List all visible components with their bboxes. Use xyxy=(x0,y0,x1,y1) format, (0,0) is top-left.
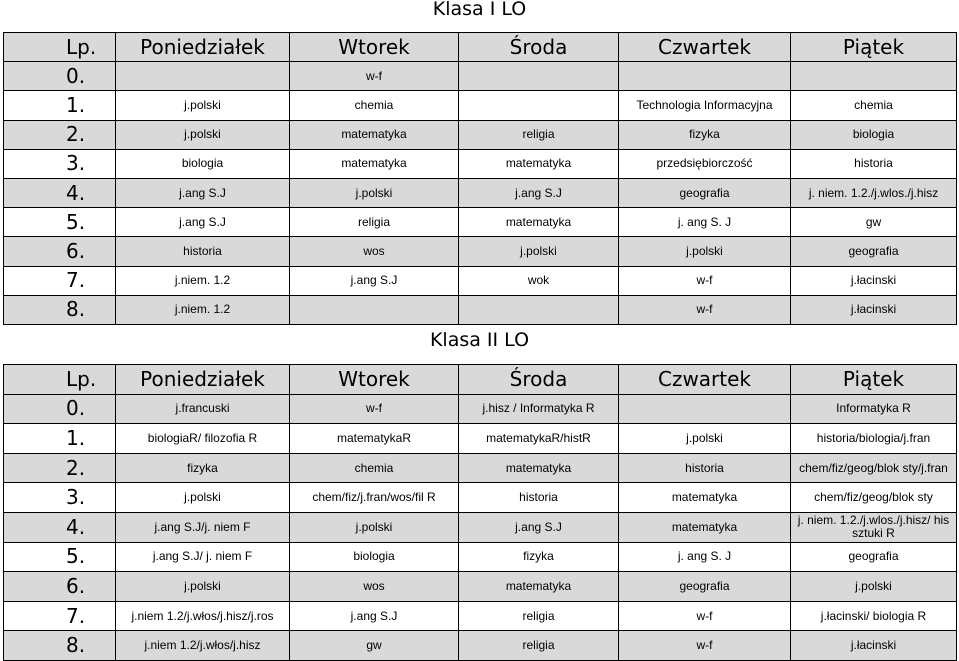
lesson-cell xyxy=(116,62,290,91)
lesson-number: 1. xyxy=(4,424,116,454)
lesson-cell: Technologia Informacyjna xyxy=(619,91,791,120)
lesson-cell: w-f xyxy=(290,394,459,424)
lesson-cell: j.niem 1.2/j.włos/j.hisz xyxy=(116,631,290,661)
lesson-cell: matematyka xyxy=(459,453,619,483)
header-row xyxy=(4,365,957,395)
lesson-cell: religia xyxy=(459,601,619,631)
lesson-number: 6. xyxy=(4,237,116,266)
header-day: Poniedziałek xyxy=(116,365,290,395)
lesson-cell: fizyka xyxy=(459,542,619,572)
lesson-cell: matematyka xyxy=(459,208,619,237)
lesson-cell: j.polski xyxy=(290,178,459,207)
lesson-cell: j.niem. 1.2 xyxy=(116,266,290,295)
lesson-cell: j.francuski xyxy=(116,394,290,424)
lesson-cell: j.łacinski xyxy=(791,266,957,295)
table-row xyxy=(4,120,957,149)
lesson-cell: j.polski xyxy=(116,572,290,602)
lesson-cell: w-f xyxy=(619,266,791,295)
header-day: Poniedziałek xyxy=(116,33,290,62)
lesson-cell: przedsiębiorczość xyxy=(619,149,791,178)
lesson-cell: wos xyxy=(290,572,459,602)
lesson-cell: historia xyxy=(791,149,957,178)
header-row xyxy=(4,33,957,62)
lesson-number: 7. xyxy=(4,601,116,631)
lesson-cell: j.polski xyxy=(459,237,619,266)
lesson-cell: j.ang S.J xyxy=(290,266,459,295)
lesson-cell: j.polski xyxy=(619,237,791,266)
table-row xyxy=(4,483,957,513)
header-day: Piątek xyxy=(791,365,957,395)
lesson-cell: historia/biologia/j.fran xyxy=(791,424,957,454)
lesson-cell: matematyka xyxy=(619,483,791,513)
lesson-cell: j.ang S.J xyxy=(116,208,290,237)
lesson-cell: geografia xyxy=(791,542,957,572)
lesson-number: 8. xyxy=(4,295,116,324)
lesson-cell: chem/fiz/geog/blok sty/j.fran xyxy=(791,453,957,483)
lesson-cell: j.łacinski/ biologia R xyxy=(791,601,957,631)
lesson-cell: j.hisz / Informatyka R xyxy=(459,394,619,424)
lesson-cell: geografia xyxy=(791,237,957,266)
lesson-number: 3. xyxy=(4,483,116,513)
class2-title: Klasa II LO xyxy=(429,329,530,351)
lesson-cell: j.polski xyxy=(619,424,791,454)
lesson-number: 8. xyxy=(4,631,116,661)
table-row xyxy=(4,266,957,295)
table-row xyxy=(4,453,957,483)
table-row xyxy=(4,542,957,572)
header-day: Środa xyxy=(459,365,619,395)
lesson-cell: j.polski xyxy=(116,120,290,149)
header-day: Piątek xyxy=(791,33,957,62)
lesson-cell: historia xyxy=(619,453,791,483)
lesson-cell xyxy=(459,295,619,324)
header-day: Wtorek xyxy=(290,365,459,395)
lesson-cell: j.polski xyxy=(290,512,459,542)
lesson-cell: matematyka xyxy=(619,512,791,542)
table-row xyxy=(4,237,957,266)
lesson-cell: j. niem. 1.2./j.wlos./j.hisz xyxy=(791,178,957,207)
lesson-cell: geografia xyxy=(619,572,791,602)
table-row xyxy=(4,512,957,542)
lesson-cell xyxy=(619,394,791,424)
lesson-cell: Informatyka R xyxy=(791,394,957,424)
lesson-number: 3. xyxy=(4,149,116,178)
lesson-cell: fizyka xyxy=(116,453,290,483)
table-row xyxy=(4,208,957,237)
table-row xyxy=(4,424,957,454)
lesson-cell: w-f xyxy=(619,631,791,661)
lesson-cell: biologia xyxy=(116,149,290,178)
table-row xyxy=(4,149,957,178)
table-row xyxy=(4,572,957,602)
lesson-cell: fizyka xyxy=(619,120,791,149)
lesson-number: 4. xyxy=(4,178,116,207)
lesson-cell: j. niem. 1.2./j.wlos./j.hisz/ his sztuki R xyxy=(791,512,957,542)
lesson-cell: matematykaR xyxy=(290,424,459,454)
lesson-cell xyxy=(791,62,957,91)
class1-schedule-table xyxy=(3,32,957,325)
lesson-cell: wos xyxy=(290,237,459,266)
table-row xyxy=(4,601,957,631)
table-row xyxy=(4,62,957,91)
lesson-number: 1. xyxy=(4,91,116,120)
header-day: Czwartek xyxy=(619,33,791,62)
lesson-cell: j.ang S.J xyxy=(459,178,619,207)
table-row xyxy=(4,295,957,324)
lesson-cell: biologia xyxy=(791,120,957,149)
lesson-cell: w-f xyxy=(290,62,459,91)
lesson-number: 0. xyxy=(4,62,116,91)
header-lp: Lp. xyxy=(4,33,116,62)
lesson-cell: wok xyxy=(459,266,619,295)
lesson-cell: geografia xyxy=(619,178,791,207)
lesson-number: 4. xyxy=(4,512,116,542)
lesson-cell: w-f xyxy=(619,601,791,631)
lesson-cell: matematyka xyxy=(290,120,459,149)
class1-title: Klasa I LO xyxy=(432,0,527,20)
lesson-cell: j. ang S. J xyxy=(619,542,791,572)
lesson-cell: j.ang S.J xyxy=(459,512,619,542)
lesson-cell: w-f xyxy=(619,295,791,324)
lesson-cell: j.łacinski xyxy=(791,631,957,661)
lesson-number: 5. xyxy=(4,208,116,237)
lesson-cell: historia xyxy=(459,483,619,513)
lesson-cell: j.niem. 1.2 xyxy=(116,295,290,324)
lesson-cell: chemia xyxy=(290,453,459,483)
table-row xyxy=(4,91,957,120)
lesson-number: 2. xyxy=(4,453,116,483)
lesson-number: 6. xyxy=(4,572,116,602)
lesson-cell: j.niem 1.2/j.włos/j.hisz/j.ros xyxy=(116,601,290,631)
table-row xyxy=(4,394,957,424)
lesson-number: 7. xyxy=(4,266,116,295)
lesson-cell: chemia xyxy=(290,91,459,120)
lesson-cell: biologiaR/ filozofia R xyxy=(116,424,290,454)
lesson-number: 2. xyxy=(4,120,116,149)
lesson-cell: biologia xyxy=(290,542,459,572)
lesson-cell: matematyka xyxy=(290,149,459,178)
lesson-cell: j.ang S.J xyxy=(290,601,459,631)
table-row xyxy=(4,178,957,207)
lesson-cell: matematyka xyxy=(459,149,619,178)
lesson-cell: j.ang S.J/j. niem F xyxy=(116,512,290,542)
lesson-cell: j.polski xyxy=(791,572,957,602)
lesson-cell: j. ang S. J xyxy=(619,208,791,237)
lesson-cell: religia xyxy=(459,631,619,661)
lesson-number: 0. xyxy=(4,394,116,424)
lesson-cell: j.ang S.J xyxy=(116,178,290,207)
lesson-cell: chem/fiz/geog/blok sty xyxy=(791,483,957,513)
lesson-cell: j.polski xyxy=(116,91,290,120)
lesson-cell xyxy=(459,62,619,91)
lesson-cell xyxy=(619,62,791,91)
lesson-cell: matematyka xyxy=(459,572,619,602)
lesson-cell: chemia xyxy=(791,91,957,120)
lesson-cell: historia xyxy=(116,237,290,266)
lesson-cell: chem/fiz/j.fran/wos/fil R xyxy=(290,483,459,513)
lesson-cell: religia xyxy=(290,208,459,237)
lesson-cell: matematykaR/histR xyxy=(459,424,619,454)
lesson-cell: j.łacinski xyxy=(791,295,957,324)
class2-schedule-table xyxy=(3,364,957,661)
lesson-cell xyxy=(290,295,459,324)
lesson-cell: religia xyxy=(459,120,619,149)
header-day: Środa xyxy=(459,33,619,62)
lesson-cell: j.polski xyxy=(116,483,290,513)
lesson-cell: gw xyxy=(791,208,957,237)
lesson-cell xyxy=(459,91,619,120)
lesson-number: 5. xyxy=(4,542,116,572)
header-lp: Lp. xyxy=(4,365,116,395)
lesson-cell: j.ang S.J/ j. niem F xyxy=(116,542,290,572)
header-day: Wtorek xyxy=(290,33,459,62)
header-day: Czwartek xyxy=(619,365,791,395)
lesson-cell: gw xyxy=(290,631,459,661)
table-row xyxy=(4,631,957,661)
